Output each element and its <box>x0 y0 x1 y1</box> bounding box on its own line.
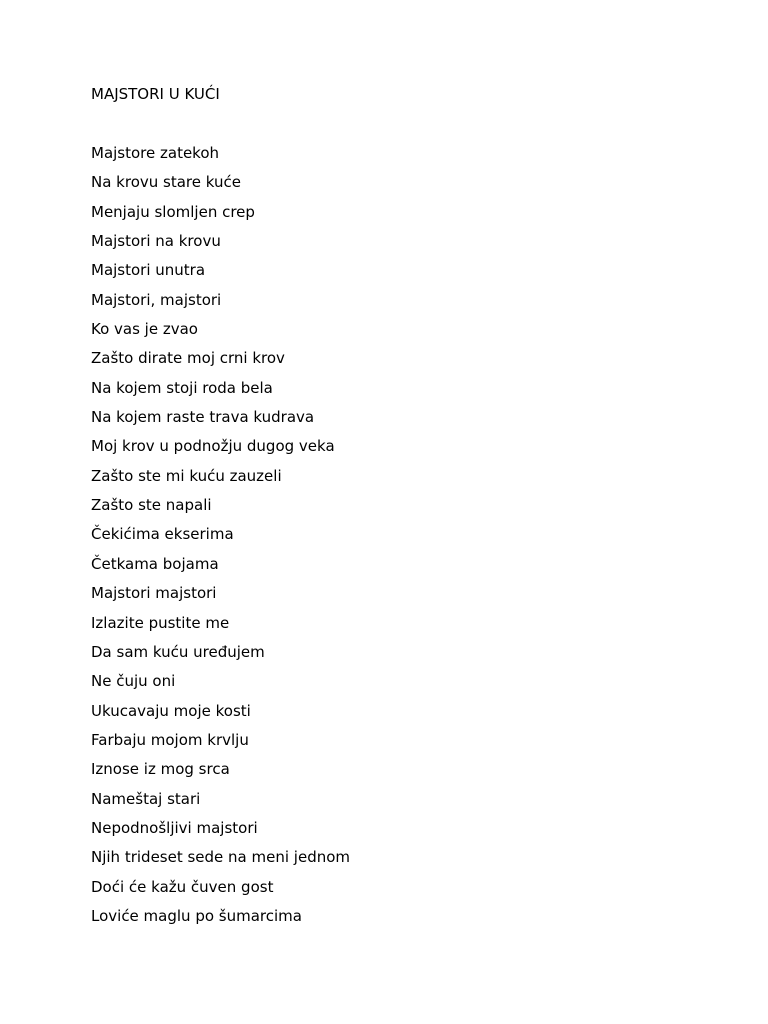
poem-line: Četkama bojama <box>91 554 219 573</box>
poem-line: Njih trideset sede na meni jednom <box>91 848 351 867</box>
poem-line: Na krovu stare kuće <box>91 173 241 192</box>
poem-line: Zašto ste napali <box>91 496 212 515</box>
poem-line: Majstori majstori <box>91 584 217 603</box>
poem-line: Nameštaj stari <box>91 789 201 808</box>
poem-line: Na kojem raste trava kudrava <box>91 408 315 427</box>
poem-body <box>91 143 350 935</box>
poem-line: Majstore zatekoh <box>91 144 220 162</box>
poem-line: Ukucavaju moje kosti <box>91 701 251 720</box>
poem-line: Zašto dirate moj crni krov <box>91 349 285 368</box>
poem-title: MAJSTORI U KUĆI <box>91 85 220 103</box>
poem-line: Loviće maglu po šumarcima <box>91 906 302 925</box>
poem-line: Ko vas je zvao <box>91 320 198 339</box>
poem-line: Majstori na krovu <box>91 232 221 251</box>
poem-line: Iznose iz mog srca <box>91 760 230 779</box>
poem-line: Majstori, majstori <box>91 290 222 309</box>
poem-line: Zašto ste mi kuću zauzeli <box>91 466 282 485</box>
poem-line: Doći će kažu čuven gost <box>91 877 274 896</box>
poem-line: Na kojem stoji roda bela <box>91 378 273 397</box>
poem-line: Farbaju mojom krvlju <box>91 730 249 749</box>
poem-line: Da sam kuću uređujem <box>91 642 265 661</box>
poem-line: Menjaju slomljen crep <box>91 202 255 221</box>
poem-line: Nepodnošljivi majstori <box>91 818 258 837</box>
poem-line: Izlazite pustite me <box>91 613 230 632</box>
poem-line: Moj krov u podnožju dugog veka <box>91 437 335 456</box>
poem-line: Majstori unutra <box>91 261 206 280</box>
poem-line: Čekićima ekserima <box>91 525 234 544</box>
poem-line: Ne čuju oni <box>91 672 176 691</box>
